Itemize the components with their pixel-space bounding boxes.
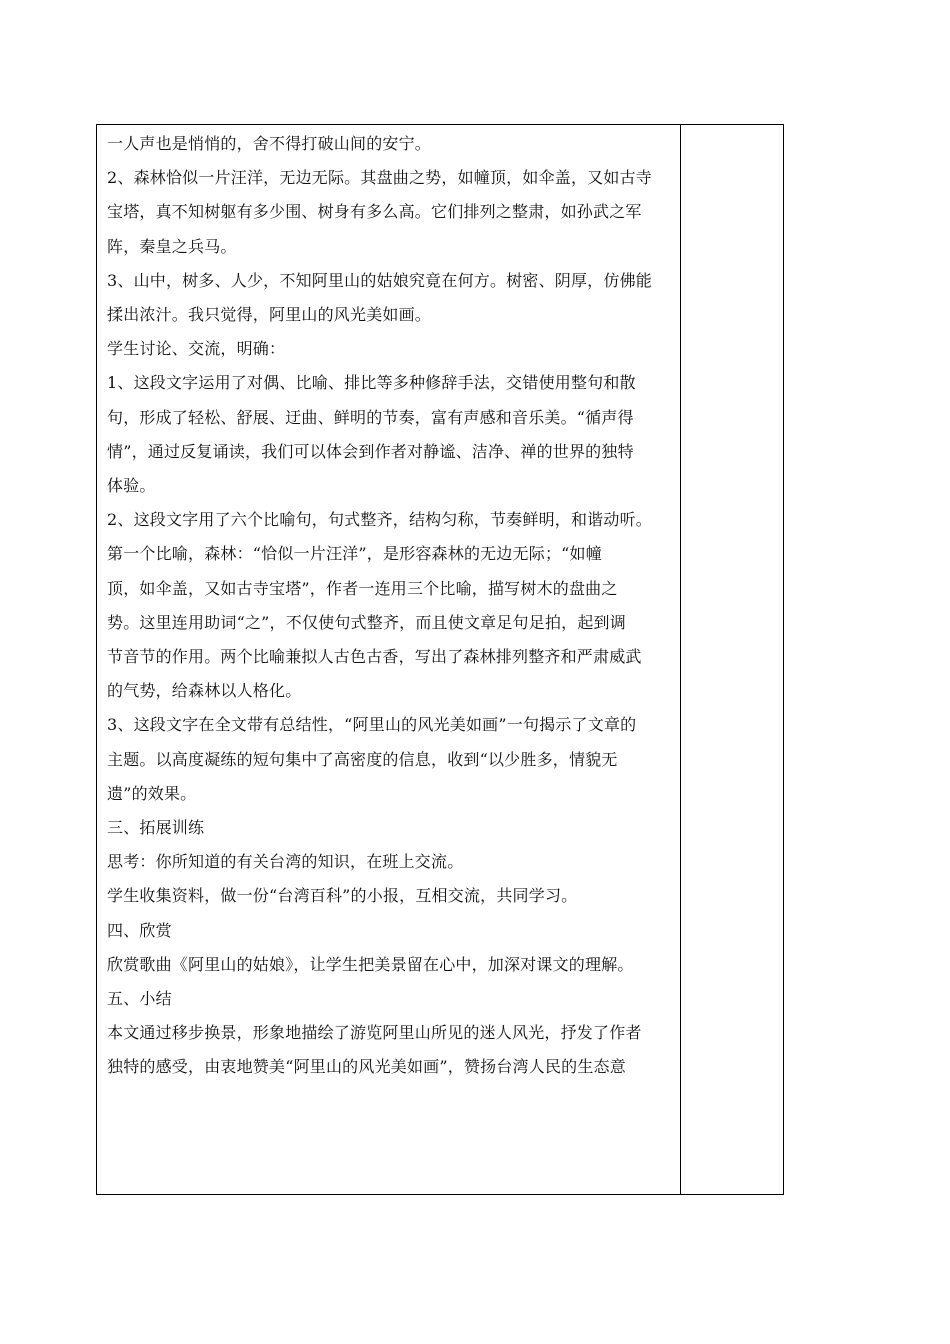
text-line: 情”，通过反复诵读，我们可以体会到作者对静谧、洁净、禅的世界的独特 <box>107 441 634 461</box>
text-line: 主题。以高度凝练的短句集中了高密度的信息，收到“以少胜多，情貌无 <box>107 749 618 769</box>
text-line: 句，形成了轻松、舒展、迂曲、鲜明的节奏，富有声感和音乐美。“循声得 <box>107 407 634 427</box>
text-line: 本文通过移步换景，形象地描绘了游览阿里山所见的迷人风光，抒发了作者 <box>107 1023 642 1043</box>
text-line: 阵，秦皇之兵马。 <box>107 236 237 256</box>
notes-cell <box>681 125 783 1194</box>
section-heading: 三、拓展训练 <box>107 818 205 838</box>
text-line: 一人声也是悄悄的，舍不得打破山间的安宁。 <box>107 134 432 153</box>
section-heading: 五、小结 <box>107 989 172 1009</box>
text-line: 第一个比喻，森林：“恰似一片汪洋”，是形容森林的无边无际；“如幢 <box>107 544 602 564</box>
text-line: 学生讨论、交流，明确： <box>107 339 286 359</box>
text-line: 遗”的效果。 <box>107 783 197 803</box>
text-line: 学生收集资料，做一份“台湾百科”的小报，互相交流，共同学习。 <box>107 886 578 906</box>
text-line: 2、森林恰似一片汪洋，无边无际。其盘曲之势，如幢顶，如伞盖，又如古寺 <box>107 168 652 188</box>
text-line: 势。这里连用助词“之”，不仅使句式整齐，而且使文章足句足拍，起到调 <box>107 612 626 632</box>
text-line: 欣赏歌曲《阿里山的姑娘》，让学生把美景留在心中，加深对课文的理解。 <box>107 954 634 974</box>
text-line: 思考：你所知道的有关台湾的知识，在班上交流。 <box>107 852 464 872</box>
text-line: 2、这段文字用了六个比喻句，句式整齐，结构匀称，节奏鲜明，和谐动听。 <box>107 510 652 530</box>
content-cell <box>97 125 681 1194</box>
text-line: 宝塔，真不知树躯有多少围、树身有多么高。它们排列之整肃，如孙武之军 <box>107 202 642 222</box>
lesson-table <box>96 124 784 1195</box>
text-line: 节音节的作用。两个比喻兼拟人古色古香，写出了森林排列整齐和严肃威武 <box>107 647 642 667</box>
section-heading: 四、欣赏 <box>107 920 172 940</box>
text-line: 1、这段文字运用了对偶、比喻、排比等多种修辞手法，交错使用整句和散 <box>107 373 636 393</box>
text-line: 的气势，给森林以人格化。 <box>107 681 302 701</box>
text-line: 体验。 <box>107 476 156 496</box>
text-line: 独特的感受，由衷地赞美“阿里山的风光美如画”，赞扬台湾人民的生态意 <box>107 1057 626 1077</box>
text-line: 3、山中，树多、人少，不知阿里山的姑娘究竟在何方。树密、阴厚，仿佛能 <box>107 270 652 290</box>
text-line: 顶，如伞盖，又如古寺宝塔”，作者一连用三个比喻，描写树木的盘曲之 <box>107 578 618 598</box>
text-line: 揉出浓汁。我只觉得，阿里山的风光美如画。 <box>107 305 432 325</box>
text-line: 3、这段文字在全文带有总结性，“阿里山的风光美如画”一句揭示了文章的 <box>107 715 637 735</box>
